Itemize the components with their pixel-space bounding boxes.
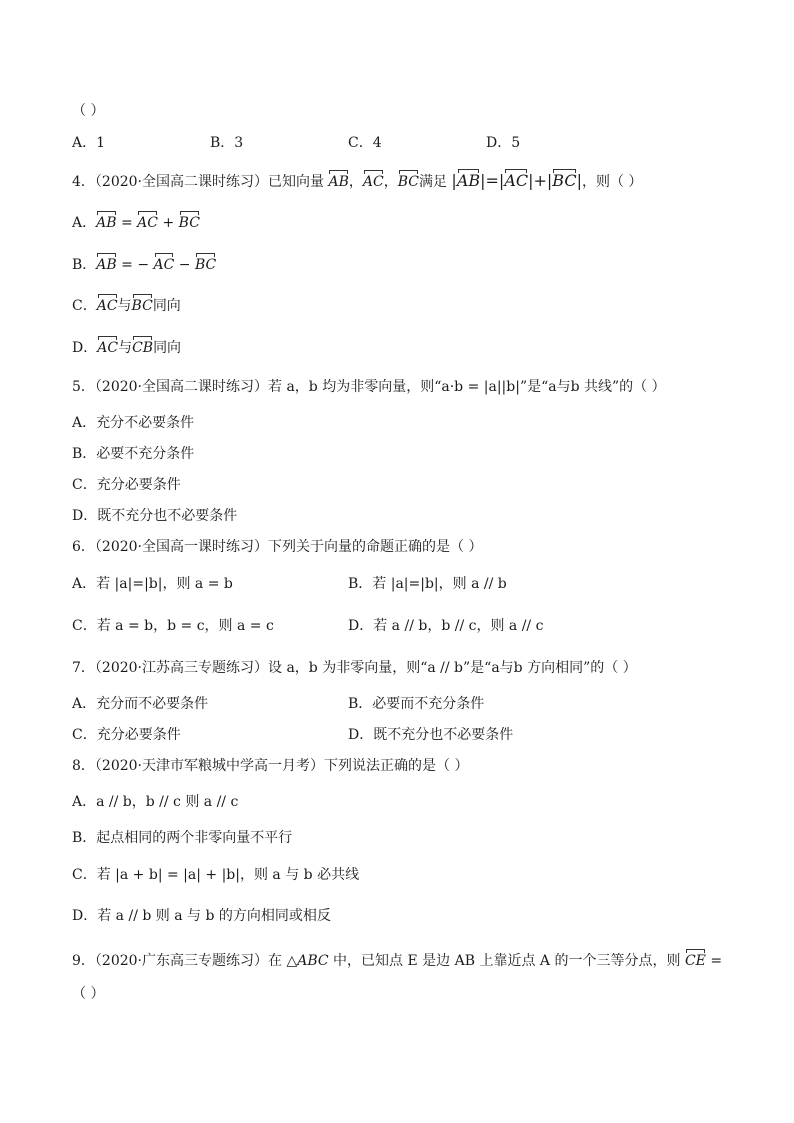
q6-number: 6． bbox=[72, 539, 95, 555]
q4-vec-ab: AB bbox=[328, 169, 348, 189]
q9-stem-end: = bbox=[705, 953, 723, 969]
q6-source: （2020·全国高一课时练习） bbox=[94, 539, 269, 555]
q9-stem-mid: 中，已知点 E 是边 AB 上靠近点 A 的一个三等分点，则 bbox=[328, 953, 685, 969]
q8-stem bbox=[72, 756, 754, 776]
q4-a-plus: + bbox=[158, 215, 179, 231]
q4-c-bc: BC bbox=[132, 293, 153, 313]
q7-option-b: B．必要而不充分条件 bbox=[348, 696, 485, 712]
q4-option-a-label: A． bbox=[72, 215, 97, 231]
q4-d-ac: AC bbox=[97, 335, 118, 355]
q4-c-ac: AC bbox=[97, 293, 118, 313]
q5-option-d: D．既不充分也不必要条件 bbox=[72, 508, 238, 524]
q5-number: 5． bbox=[72, 379, 95, 395]
q6-option-a: A．若 |a|=|b|，则 a = b bbox=[72, 576, 233, 592]
q6-option-d: D．若 a // b，b // c，则 a // c bbox=[348, 618, 544, 634]
q4-option-b-label: B． bbox=[72, 257, 97, 273]
q4-sep1: ， bbox=[348, 174, 363, 190]
q4-cond-ab: AB bbox=[457, 168, 480, 188]
q5-option-b: B．必要不充分条件 bbox=[72, 446, 195, 462]
q9-answer-paren: （ ） bbox=[72, 986, 105, 1002]
q7-option-d: D．既不充分也不必要条件 bbox=[348, 727, 514, 743]
q8-number: 8． bbox=[72, 758, 95, 774]
q4-option-c-label: C． bbox=[72, 298, 97, 314]
q4-stem-pre: 已知向量 bbox=[268, 174, 325, 190]
q4-option-a bbox=[72, 210, 754, 233]
q3-option-a: A．1 bbox=[72, 135, 106, 151]
q4-sep2: ， bbox=[383, 174, 398, 190]
q4-option-d-label: D． bbox=[72, 340, 98, 356]
q8-option-d: D．若 a // b 则 a 与 b 的方向相同或相反 bbox=[72, 908, 331, 924]
q4-cond-bc: BC bbox=[552, 168, 576, 188]
q4-option-b bbox=[72, 252, 754, 275]
q6-stem-text: 下列关于向量的命题正确的是（ ） bbox=[268, 539, 483, 555]
q4-d-cb: CB bbox=[132, 335, 153, 355]
q4-d-mid: 与 bbox=[118, 340, 133, 356]
q7-option-c: C．充分必要条件 bbox=[72, 727, 181, 743]
q3-option-d: D．5 bbox=[486, 135, 521, 151]
q4-source: （2020·全国高二课时练习） bbox=[94, 174, 269, 190]
q4-b-bc: BC bbox=[195, 252, 216, 272]
q4-b-eq: = − bbox=[121, 257, 154, 273]
q4-vec-ac: AC bbox=[363, 169, 384, 189]
q5-stem-text: 若 a，b 均为非零向量，则“a·b = |a||b|”是“a与b 共线”的（ ） bbox=[268, 379, 666, 395]
q8-option-a: A．a // b，b // c 则 a // c bbox=[72, 794, 239, 810]
q8-option-b: B．起点相同的两个非零向量不平行 bbox=[72, 830, 293, 846]
q3-option-b: B．3 bbox=[210, 135, 244, 151]
q7-stem bbox=[72, 658, 754, 678]
q5-source: （2020·全国高二课时练习） bbox=[94, 379, 269, 395]
q3-option-c: C．4 bbox=[348, 135, 382, 151]
q4-cond-ac: AC bbox=[504, 168, 528, 188]
q4-b-ac: AC bbox=[154, 252, 175, 272]
q4-a-eq: = bbox=[120, 215, 138, 231]
q4-condition: |AB|=|AC|+|BC| bbox=[451, 171, 582, 190]
q4-stem-mid: 满足 bbox=[418, 174, 447, 190]
q4-number: 4． bbox=[72, 174, 95, 190]
q4-b-ab: AB bbox=[96, 252, 116, 272]
q9-vec-ce: CE bbox=[685, 948, 706, 968]
q7-source: （2020·江苏高三专题练习） bbox=[94, 660, 269, 676]
q7-stem-text: 设 a，b 为非零向量，则“a // b”是“a与b 方向相同”的（ ） bbox=[268, 660, 637, 676]
q6-stem bbox=[72, 537, 754, 557]
q4-d-end: 同向 bbox=[153, 340, 182, 356]
q4-option-c bbox=[72, 293, 754, 316]
q4-vec-bc: BC bbox=[398, 169, 419, 189]
q6-option-c: C．若 a = b，b = c，则 a = c bbox=[72, 618, 274, 634]
q8-option-c: C．若 |a + b| = |a| + |b|，则 a 与 b 必共线 bbox=[72, 867, 360, 883]
q8-source: （2020·天津市军粮城中学高一月考） bbox=[94, 758, 325, 774]
q4-b-minus: − bbox=[174, 257, 195, 273]
q4-c-end: 同向 bbox=[152, 298, 181, 314]
q4-option-d bbox=[72, 335, 754, 358]
q5-option-a: A．充分不必要条件 bbox=[72, 415, 195, 431]
q4-a-bc: BC bbox=[179, 210, 200, 230]
q9-stem-pre: 在 bbox=[268, 953, 287, 969]
q4-c-mid: 与 bbox=[117, 298, 132, 314]
q5-stem bbox=[72, 377, 754, 397]
q4-a-ac: AC bbox=[137, 210, 158, 230]
q3-answer-paren: （ ） bbox=[72, 103, 105, 119]
q8-stem-text: 下列说法正确的是（ ） bbox=[324, 758, 469, 774]
q6-option-b: B．若 |a|=|b|，则 a // b bbox=[348, 576, 507, 592]
q7-option-a: A．充分而不必要条件 bbox=[72, 696, 209, 712]
q9-source: （2020·广东高三专题练习） bbox=[94, 953, 269, 969]
q9-triangle: △ABC bbox=[286, 953, 329, 969]
q5-option-c: C．充分必要条件 bbox=[72, 477, 181, 493]
q9-stem bbox=[72, 948, 754, 971]
q7-number: 7． bbox=[72, 660, 95, 676]
q4-a-ab: AB bbox=[96, 210, 116, 230]
q9-number: 9． bbox=[72, 953, 95, 969]
q4-stem-end: ，则（ ） bbox=[581, 174, 643, 190]
q4-stem bbox=[72, 168, 754, 192]
